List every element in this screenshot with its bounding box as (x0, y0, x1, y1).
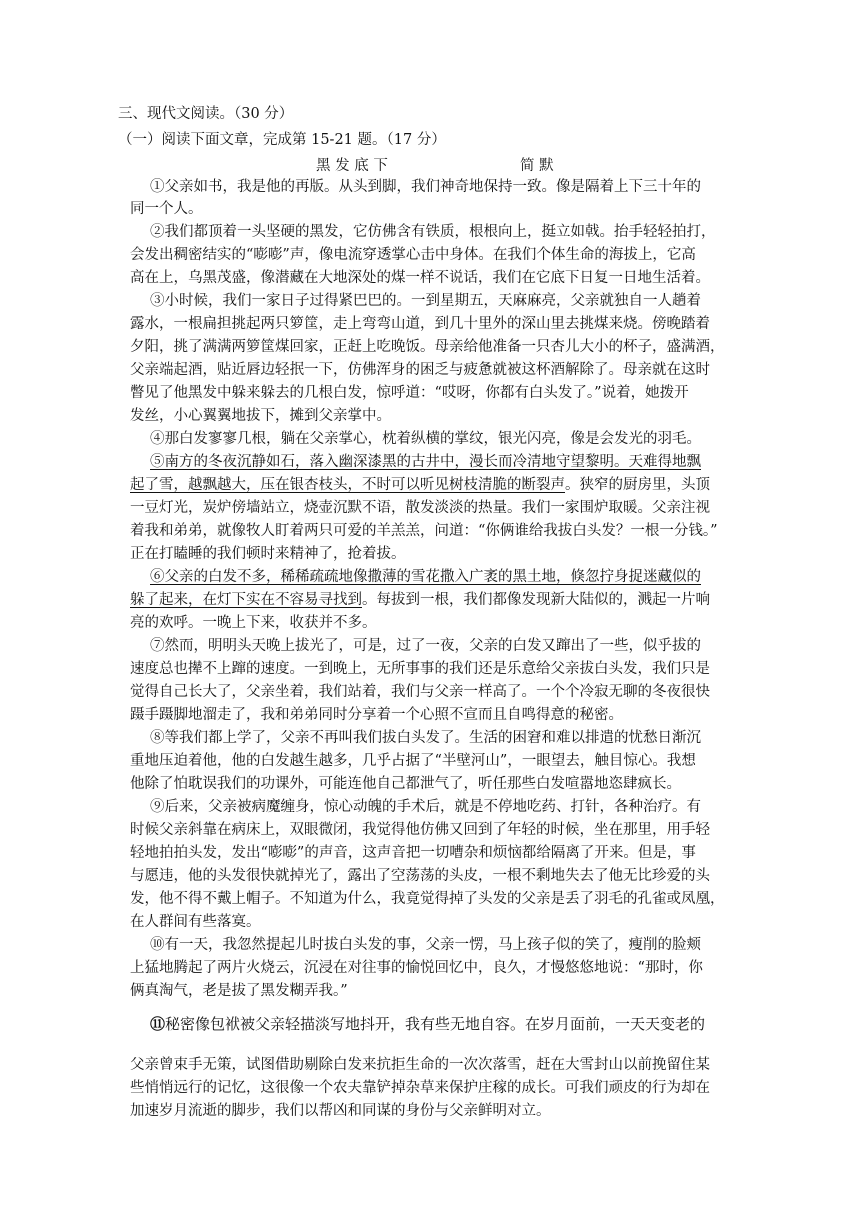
underlined-sentence: ⑤南方的冬夜沉静如石，落入幽深漆黑的古井中，漫长而冷清地守望黎明。天难得地飘 (150, 454, 701, 470)
paragraph-7-line: 觉得自己长大了，父亲坐着，我们站着，我们与父亲一样高了。一个个冷寂无聊的冬夜很快 (130, 684, 710, 700)
paragraph-11-line: 些悄悄远行的记忆，这很像一个农夫靠铲掉杂草来保护庄稼的成长。可我们顽皮的行为却在 (130, 1080, 710, 1096)
paragraph-7-line: 速度总也撵不上蹿的速度。一到晚上，无所事事的我们还是乐意给父亲拔白头发，我们只是 (130, 661, 710, 677)
paragraph-9-line: 时候父亲斜靠在病床上，双眼微闭，我觉得他仿佛又回到了年轻的时候，坐在那里，用手轻 (130, 822, 710, 838)
article-title: 黑 发 底 下 (316, 158, 388, 174)
paragraph-9-line: 在人群间有些落寞。 (130, 914, 261, 930)
paragraph-10-line: 上猛地腾起了两片火烧云，沉浸在对往事的愉悦回忆中，良久，才慢悠悠地说：“那时，你 (130, 960, 703, 976)
paragraph-5-line: 着我和弟弟，就像牧人盯着两只可爱的羊羔羔，问道：“你俩谁给我拔白头发？一根一分钱。” (130, 523, 718, 539)
paragraph-11-line: 父亲曾束手无策，试图借助剔除白发来抗拒生命的一次次落雪，赶在大雪封山以前挽留住某 (130, 1057, 710, 1073)
paragraph-3-line: 发丝，小心翼翼地拔下，摊到父亲掌中。 (130, 408, 391, 424)
paragraph-9-line: 发，他不得不戴上帽子。不知道为什么，我竟觉得掉了头发的父亲是丢了羽毛的孔雀或凤凰， (130, 891, 725, 907)
underlined-sentence: ⑥父亲的白发不多，稀稀疏疏地像撒薄的雪花撒入广袤的黑土地，倏忽拧身捉迷藏似的 (150, 569, 701, 585)
paragraph-3-line: 瞥见了他黑发中躲来躲去的几根白发，惊呼道：“哎呀，你都有白头发了。”说着，她拨开 (130, 385, 689, 401)
paragraph-5-line: 一豆灯光，炭炉傍墙站立，烧壶沉默不语，散发淡淡的热量。我们一家围炉取暖。父亲注视 (130, 500, 710, 516)
paragraph-3-line: 父亲端起酒，贴近唇边轻抿一下，仿佛浑身的困乏与疲惫就被这杯酒解除了。母亲就在这时 (130, 362, 710, 378)
paragraph-11-line: 加速岁月流逝的脚步，我们以帮凶和同谋的身份与父亲鲜明对立。 (130, 1103, 551, 1119)
paragraph-8-line: 他除了怕耽误我们的功课外，可能连他自己都泄气了，听任那些白发喧嚣地恣肆疯长。 (130, 776, 681, 792)
paragraph-9-line: ⑨后来，父亲被病魔缠身，惊心动魄的手术后，就是不停地吃药、打针，各种治疗。有 (150, 799, 701, 815)
paragraph-8-line: ⑧等我们都上学了，父亲不再叫我们拔白头发了。生活的困窘和难以排遣的忧愁日渐沉 (150, 730, 701, 746)
paragraph-6-line (130, 589, 710, 611)
paragraph-2-line: ②我们都顶着一头坚硬的黑发，它仿佛含有铁质，根根向上，挺立如戟。抬手轻轻拍打， (150, 224, 716, 240)
paragraph-6-line (150, 566, 701, 588)
paragraph-number-marker: ⑪ (150, 1015, 166, 1033)
paragraph-2-line: 会发出稠密结实的“嘭嘭”声，像电流穿透掌心击中身体。在我们个体生命的海拔上，它高 (130, 247, 696, 263)
paragraph-8-line: 重地压迫着他，他的白发越生越多，几乎占据了“半壁河山”，一眼望去，触目惊心。我想 (130, 753, 696, 769)
paragraph-10-line: ⑩有一天，我忽然提起儿时拔白头发的事，父亲一愣，马上孩子似的笑了，瘦削的脸颊 (150, 937, 701, 953)
paragraph-4-line: ④那白发寥寥几根，躺在父亲掌心，枕着纵横的掌纹，银光闪亮，像是会发光的羽毛。 (150, 431, 701, 447)
paragraph-3-line: ③小时候，我们一家日子过得紧巴巴的。一到星期五，天麻麻亮，父亲就独自一人趟着 (150, 293, 701, 309)
paragraph-3-line: 夕阳，挑了满满两箩筐煤回家，正赶上吃晚饭。母亲给他准备一只杏儿大小的杯子，盛满酒， (130, 339, 725, 355)
paragraph-9-line: 与愿违，他的头发很快就掉光了，露出了空荡荡的头皮，一根不剩地失去了他无比珍爱的头 (130, 868, 710, 884)
paragraph-1-line: ①父亲如书，我是他的再版。从头到脚，我们神奇地保持一致。像是隔着上下三十年的 (150, 179, 701, 195)
paragraph-6-line: 亮的欢呼。一晚上下来，收获并不多。 (130, 615, 377, 631)
paragraph-9-line: 轻地拍拍头发，发出“嘭嘭”的声音，这声音把一切嘈杂和烦恼都给隔离了开来。但是，事 (130, 845, 696, 861)
underlined-sentence: 起了雪，越飘越大，压在银杏枝头，不时可以听见树枝清脆的断裂声 (130, 477, 565, 493)
paragraph-1-line: 同一个人。 (130, 201, 203, 217)
paragraph-7-line: ⑦然而，明明头天晚上拔光了，可是，过了一夜，父亲的白发又蹿出了一些，似乎拔的 (150, 638, 701, 654)
article-author: 简 默 (520, 158, 554, 174)
paragraph-3-line: 露水，一根扁担挑起两只箩筐，走上弯弯山道，到几十里外的深山里去挑煤来烧。傍晚踏着 (130, 316, 710, 332)
line-text: 秘密像包袱被父亲轻描淡写地抖开，我有些无地自容。在岁月面前，一天天变老的 (165, 1015, 706, 1033)
paragraph-5-line (150, 451, 701, 473)
underlined-sentence: 躲了起来，在灯下实在不容易寻找到 (130, 592, 362, 608)
paragraph-5-line: 正在打瞌睡的我们顿时来精神了，抢着拔。 (130, 546, 406, 562)
paragraph-10-line: 俩真淘气，老是拔了黑发糊弄我。” (130, 983, 348, 999)
paragraph-2-line: 高在上，乌黑茂盛，像潜藏在大地深处的煤一样不说话，我们在它底下日复一日地生活着。 (130, 270, 710, 286)
section-heading: 三、现代文阅读。（30 分） (118, 106, 294, 122)
paragraph-5-line (130, 474, 710, 496)
line-text: 。狭窄的厨房里，头顶 (565, 477, 710, 493)
paragraph-7-line: 蹑手蹑脚地溜走了，我和弟弟同时分享着一个心照不宣而且自鸣得意的秘密。 (130, 707, 623, 723)
paragraph-11-line (150, 1013, 705, 1035)
line-text: 。每拔到一根，我们都像发现新大陆似的，溅起一片响 (362, 592, 710, 608)
part-heading: （一）阅读下面文章，完成第 15-21 题。（17 分） (118, 132, 446, 148)
